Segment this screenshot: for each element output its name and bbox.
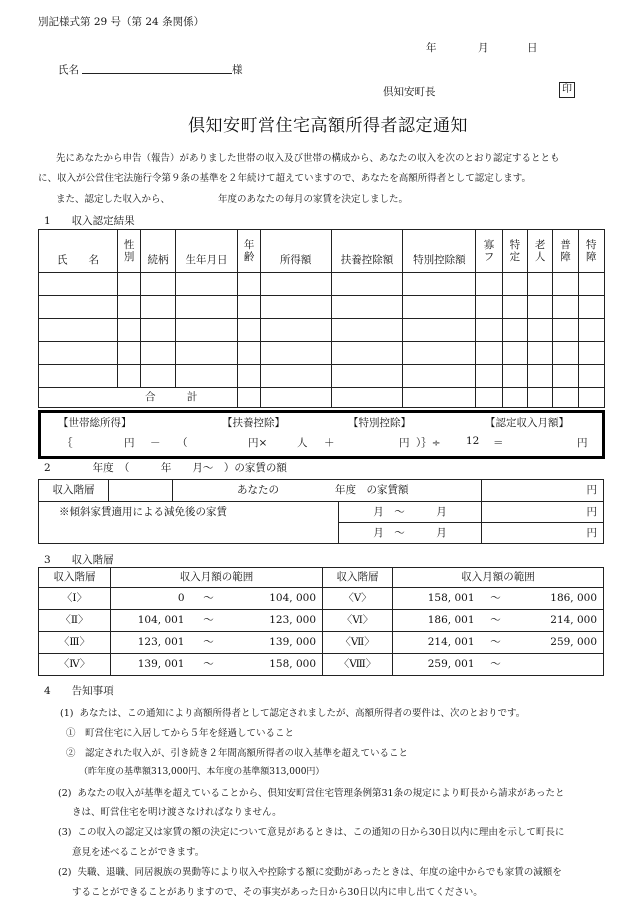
rent-label-b: 年度 の家賃額 — [335, 484, 409, 496]
range-from: 104, 001 — [111, 610, 191, 632]
range-from: 186, 001 — [393, 610, 481, 632]
range-tilde: ～ — [481, 632, 511, 654]
income-level-table — [38, 567, 604, 676]
col-disabled: 普 障 — [553, 230, 578, 273]
level-cell: 〈Ⅵ〉 — [323, 610, 393, 632]
formula-equals: ＝ — [493, 437, 504, 449]
col-name: 氏 名 — [39, 230, 118, 273]
table-row — [39, 588, 604, 610]
range-header-right: 収入月額の範囲 — [393, 568, 604, 588]
formula-minus: － — [150, 437, 161, 449]
rent-table — [38, 479, 604, 544]
col-age: 年 齢 — [238, 230, 260, 273]
col-elderly: 老 人 — [527, 230, 552, 273]
seal-mark: 印 — [559, 82, 575, 98]
range-to: 104, 000 — [227, 588, 323, 610]
reduction-month-range-2[interactable]: 月 ～ 月 — [339, 523, 482, 544]
table-row — [39, 632, 604, 654]
range-to: 214, 000 — [511, 610, 604, 632]
range-to: 139, 000 — [227, 632, 323, 654]
notice-4: (2) 失職、退職、同居親族の異動等により収入や控除する額に変動があったときは、年度の途中からでも家賃の減額を — [58, 867, 562, 878]
col-relation: 続柄 — [141, 230, 175, 273]
range-from: 158, 001 — [393, 588, 481, 610]
range-to: 123, 000 — [227, 610, 323, 632]
range-tilde: ～ — [481, 654, 511, 676]
notice-1-a: ① 町営住宅に入居してから５年を経過していること — [66, 728, 295, 739]
range-to — [511, 654, 604, 676]
issuer: 倶知安町長 — [383, 86, 436, 98]
formula-yen-1: 円 — [124, 437, 135, 449]
range-from: 139, 001 — [111, 654, 191, 676]
notice-1-b: ② 認定された収入が、引き続き２年間高額所得者の収入基準を超えていること — [66, 748, 409, 759]
table-row — [39, 654, 604, 676]
range-tilde: ～ — [481, 610, 511, 632]
table-row[interactable] — [39, 296, 605, 319]
range-from: 123, 001 — [111, 632, 191, 654]
col-widow: 寡 フ — [476, 230, 502, 273]
col-special-deduction: 特別控除額 — [403, 230, 476, 273]
col-dependent-deduction: 扶養控除額 — [331, 230, 403, 273]
label-monthly-income: 【認定収入月額】 — [485, 417, 569, 429]
label-total-income: 【世帯総所得】 — [58, 417, 132, 429]
section3-heading: 3 収入階層 — [44, 554, 114, 566]
formula-paren-open: （ — [177, 437, 188, 449]
range-tilde: ～ — [191, 610, 227, 632]
formula-brace-open: ｛ — [62, 437, 73, 449]
date-year: 年 — [426, 42, 437, 54]
formula-twelve: 12 — [466, 435, 480, 447]
reduction-amount-1[interactable]: 円 — [482, 502, 604, 523]
table-row[interactable] — [39, 342, 605, 365]
col-severe-disabled: 特 障 — [578, 230, 604, 273]
col-sex: 性 別 — [117, 230, 140, 273]
rent-income-level-label: 収入階層 — [39, 480, 109, 502]
reduction-month-range-1[interactable]: 月 ～ 月 — [339, 502, 482, 523]
level-cell: 〈Ⅶ〉 — [323, 632, 393, 654]
level-cell: 〈Ⅴ〉 — [323, 588, 393, 610]
table-row[interactable] — [39, 319, 605, 342]
income-result-table — [38, 229, 605, 408]
range-tilde: ～ — [481, 588, 511, 610]
formula-divide: ）｝÷ — [416, 437, 441, 449]
total-label: 合 計 — [39, 388, 238, 408]
name-underline[interactable] — [82, 73, 232, 74]
range-tilde: ～ — [191, 588, 227, 610]
section1-heading: 1 収入認定結果 — [44, 215, 135, 227]
label-special-deduction: 【特別控除】 — [348, 417, 411, 429]
notice-2: (2) あなたの収入が基準を超えていることから、倶知安町営住宅管理条例第31条の規定により町長から請求があったと — [58, 788, 565, 799]
formula-yen-2: 円 — [399, 437, 410, 449]
formula-plus: ＋ — [324, 437, 335, 449]
level-cell: 〈Ⅰ〉 — [39, 588, 111, 610]
formula-yen-3: 円 — [577, 437, 588, 449]
form-number: 別記様式第 29 号（第 24 条関係） — [38, 16, 205, 28]
intro-line-1: 先にあなたから申告（報告）がありました世帯の収入及び世帯の構成から、あなたの収入を次のとおり認定するととも — [56, 153, 560, 164]
table-row — [39, 610, 604, 632]
rent-label-a: あなたの — [237, 484, 279, 496]
range-to: 259, 000 — [511, 632, 604, 654]
notice-4-cont: することができることがありますので、その事実があった日から30日以内に申し出てください。 — [72, 887, 483, 898]
table-row[interactable] — [39, 365, 605, 388]
table-row[interactable] — [39, 273, 605, 296]
range-from: 214, 001 — [393, 632, 481, 654]
name-label: 氏名 — [58, 64, 79, 76]
level-header-right: 収入階層 — [323, 568, 393, 588]
intro-line-3a: また、認定した収入から、 — [56, 194, 171, 205]
col-specified: 特 定 — [502, 230, 527, 273]
range-tilde: ～ — [191, 632, 227, 654]
date-day: 日 — [527, 42, 538, 54]
reduction-amount-2[interactable]: 円 — [482, 523, 604, 544]
reduction-label: ※傾斜家賃適用による減免後の家賃 — [39, 502, 339, 544]
date-month: 月 — [478, 42, 489, 54]
section2-heading: 2 年度 （ 年 月～ ）の家賃の額 — [44, 462, 287, 474]
notice-1-b-note: （昨年度の基準額313,000円、本年度の基準額313,000円） — [79, 767, 325, 777]
label-dependent-deduction: 【扶養控除】 — [222, 417, 285, 429]
formula-yen-times: 円× — [248, 437, 268, 449]
sama-label: 様 — [232, 64, 243, 76]
level-cell: 〈Ⅲ〉 — [39, 632, 111, 654]
page-title: 倶知安町営住宅高額所得者認定通知 — [188, 116, 468, 136]
intro-line-2: に、収入が公営住宅法施行令第９条の基準を２年続けて超えていますので、あなたを高額所得者として認定します。 — [38, 173, 532, 184]
range-header-left: 収入月額の範囲 — [111, 568, 323, 588]
notice-2-cont: きは、町営住宅を明け渡さなければなりません。 — [72, 807, 282, 818]
notice-3: (3) この収入の認定又は家賃の額の決定について意見があるときは、この通知の日から30日以内に理由を示して町長に — [58, 827, 565, 838]
col-income: 所得額 — [260, 230, 331, 273]
range-to: 186, 000 — [511, 588, 604, 610]
notice-3-cont: 意見を述べることができます。 — [72, 847, 205, 858]
range-from: 259, 001 — [393, 654, 481, 676]
rent-income-level-value[interactable] — [109, 480, 173, 502]
section4-heading: 4 告知事項 — [44, 685, 114, 697]
level-header-left: 収入階層 — [39, 568, 111, 588]
range-from: 0 — [111, 588, 191, 610]
formula-persons: 人 — [297, 437, 308, 449]
range-tilde: ～ — [191, 654, 227, 676]
col-birthdate: 生年月日 — [175, 230, 238, 273]
level-cell: 〈Ⅱ〉 — [39, 610, 111, 632]
intro-line-3b: 年度のあなたの毎月の家賃を決定しました。 — [218, 194, 409, 205]
notice-1: (1) あなたは、この通知により高額所得者として認定されましたが、高額所得者の要件は、次のとおりです。 — [60, 708, 526, 719]
level-cell: 〈Ⅳ〉 — [39, 654, 111, 676]
total-row — [39, 388, 605, 408]
level-cell: 〈Ⅷ〉 — [323, 654, 393, 676]
rent-amount[interactable]: 円 — [482, 480, 604, 502]
range-to: 158, 000 — [227, 654, 323, 676]
